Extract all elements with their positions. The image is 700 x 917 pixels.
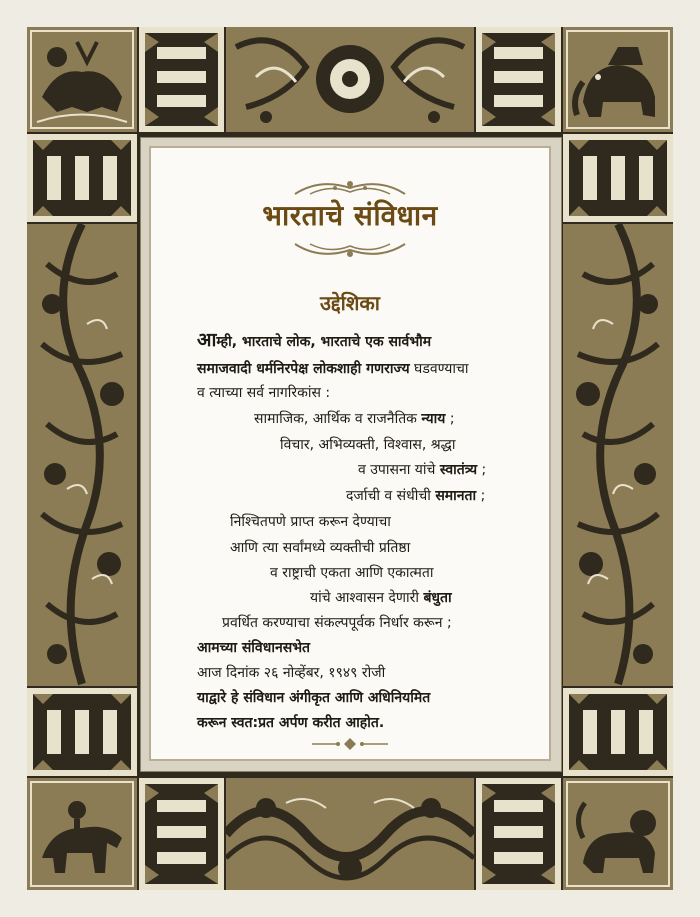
corner-panel-bottom-right [563, 778, 673, 890]
drop-cap: आ [197, 329, 217, 351]
geometric-panel-right-bottom [563, 688, 673, 776]
elephant-motif-icon [27, 27, 137, 132]
geometric-panel-top-1 [139, 27, 224, 132]
geometric-panel-top-2 [476, 27, 561, 132]
floral-panel-left [27, 224, 137, 686]
corner-panel-top-left [27, 27, 137, 132]
geometric-panel-right-top [563, 134, 673, 222]
preamble-line-14: आज दिनांक २६ नोव्हेंबर, १९४९ रोजी [197, 665, 386, 681]
preamble-line-2: समाजवादी धर्मनिरपेक्ष लोकशाही गणराज्य घडवण्याचा [197, 361, 469, 377]
preamble-line-11: यांचे आश्वासन देणारी बंधुता [310, 590, 452, 606]
preamble-line-9: आणि त्या सर्वांमध्ये व्यक्तीची प्रतिष्ठा [230, 540, 411, 556]
elephant-motif-icon [563, 27, 673, 132]
preamble-line-13: आमच्या संविधानसभेत [197, 640, 311, 656]
preamble-line-15: याद्वारे हे संविधान अंगीकृत आणि अधिनियमित [197, 690, 431, 706]
preamble-content [160, 168, 540, 758]
geometric-panel-bottom-1 [139, 778, 224, 890]
preamble-line-3: व त्याच्या सर्व नागरिकांस : [197, 385, 331, 401]
title-ornament-bottom-icon [290, 238, 410, 262]
page-title: भारताचे संविधान [262, 199, 438, 232]
preamble-line-16: करून स्वत:प्रत अर्पण करीत आहोत. [197, 715, 385, 731]
lion-motif-icon [563, 778, 673, 890]
preamble-line-6: व उपासना यांचे स्वातंत्र्य ; [358, 462, 487, 478]
floral-panel-top-center [226, 27, 474, 132]
geometric-panel-bottom-2 [476, 778, 561, 890]
preamble-line-12: प्रवर्धित करण्याचा संकल्पपूर्वक निर्धार करून ; [222, 615, 452, 631]
preamble-line-1: आम्ही, भारताचे लोक, भारताचे एक सार्वभौम [197, 329, 432, 351]
preamble-line-8: निश्चितपणे प्राप्त करून देण्याचा [230, 514, 391, 530]
corner-panel-bottom-left [27, 778, 137, 890]
preamble-line-10: व राष्ट्राची एकता आणि एकात्मता [270, 565, 434, 581]
horse-rider-motif-icon [27, 778, 137, 890]
preamble-heading: उद्देशिका [320, 291, 380, 315]
floral-panel-bottom-center [226, 778, 474, 890]
preamble-line-7: दर्जाची व संधीची समानता ; [346, 488, 486, 504]
geometric-panel-left-top [27, 134, 137, 222]
preamble-line-5: विचार, अभिव्यक्ती, विश्वास, श्रद्धा [280, 437, 456, 453]
preamble-line-4: सामाजिक, आर्थिक व राजनैतिक न्याय ; [254, 411, 455, 427]
footer-ornament-icon [310, 736, 390, 752]
corner-panel-top-right [563, 27, 673, 132]
floral-panel-right [563, 224, 673, 686]
geometric-panel-left-bottom [27, 688, 137, 776]
